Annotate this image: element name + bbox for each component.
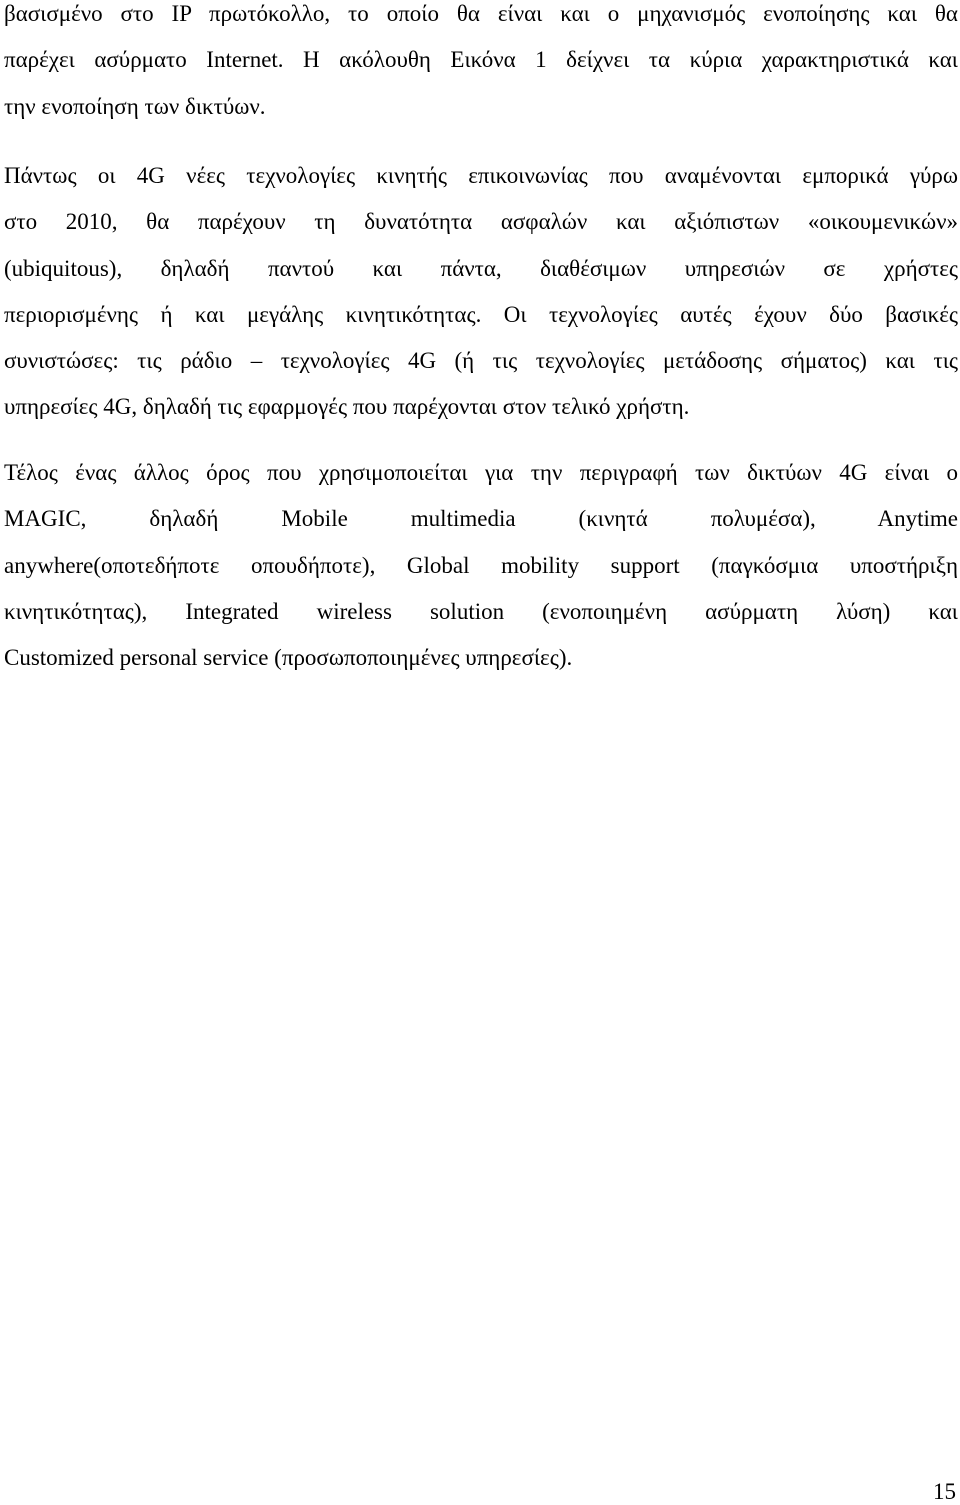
text-line: MAGIC, δηλαδή Mobile multimedia (κινητά πολυμέσα), Anytime xyxy=(4,506,958,532)
text-line: anywhere(οποτεδήποτε οπουδήποτε), Global mobility support (παγκόσμια υποστήριξη xyxy=(4,552,958,578)
text-line: υπηρεσίες 4G, δηλαδή τις εφαρμογές που παρέχονται στον τελικό χρήστη. xyxy=(4,394,690,420)
text-line: συνιστώσες: τις ράδιο – τεχνολογίες 4G (ή τις τεχνολογίες μετάδοσης σήματος) και τις xyxy=(4,348,958,374)
paragraph-ip-integration xyxy=(4,0,958,130)
text-line: (ubiquitous), δηλαδή παντού και πάντα, διαθέσιμων υπηρεσιών σε χρήστες xyxy=(4,255,958,281)
text-line: βασισμένο στο IP πρωτόκολλο, το οποίο θα είναι και ο μηχανισμός ενοποίησης και θα xyxy=(4,1,958,26)
text-line: την ενοποίηση των δικτύων. xyxy=(4,93,266,119)
paragraph-4g-technologies xyxy=(4,153,958,431)
text-line: περιορισμένης ή και μεγάλης κινητικότητας. Οι τεχνολογίες αυτές έχουν δύο βασικές xyxy=(4,301,958,327)
page-number: 15 xyxy=(933,1479,956,1504)
paragraph-magic-definition xyxy=(4,450,958,681)
text-line: κινητικότητας), Integrated wireless solution (ενοποιημένη ασύρματη λύση) και xyxy=(4,598,958,624)
text-line: παρέχει ασύρματο Internet. Η ακόλουθη Εικόνα 1 δείχνει τα κύρια χαρακτηριστικά και xyxy=(4,47,958,73)
text-line: Customized personal service (προσωποποιημένες υπηρεσίες). xyxy=(4,645,573,671)
text-line: στο 2010, θα παρέχουν τη δυνατότητα ασφαλών και αξιόπιστων «οικουμενικών» xyxy=(4,209,958,235)
text-line: Τέλος ένας άλλος όρος που χρησιμοποιείται για την περιγραφή των δικτύων 4G είναι ο xyxy=(4,460,958,485)
text-line: Πάντως οι 4G νέες τεχνολογίες κινητής επικοινωνίας που αναμένονται εμπορικά γύρω xyxy=(4,163,958,188)
